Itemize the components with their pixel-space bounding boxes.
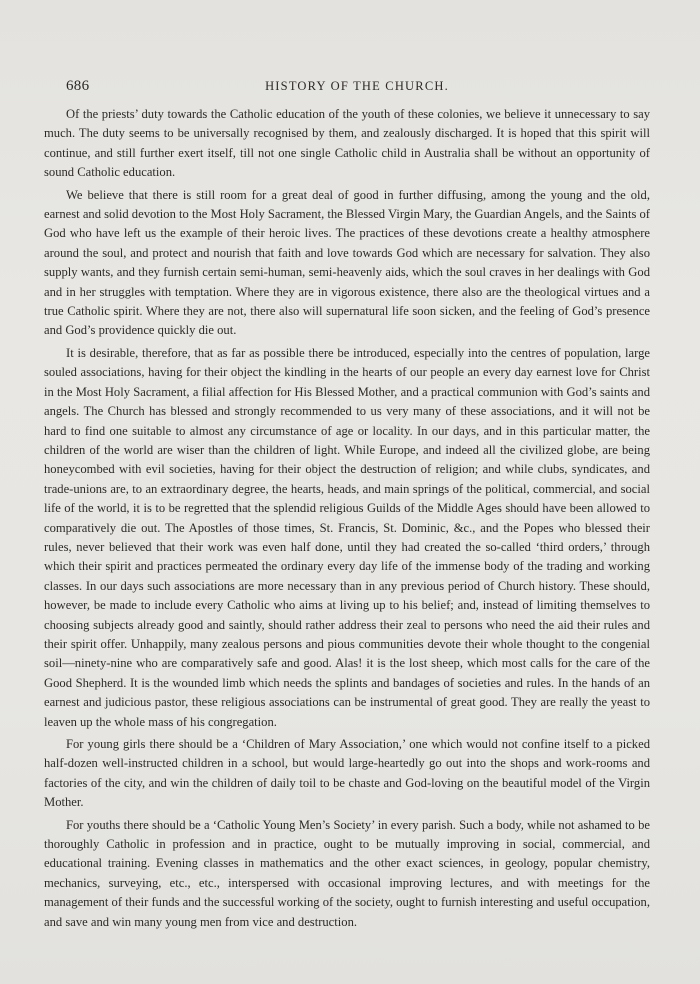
paragraph: We believe that there is still room for a great deal of good in further diffusing, among the young and the old, earnest and solid devotion to the Most Holy Sacrament, the Blessed Virgin Mary, the Guardian Angels, and the Saints of God who have left us the example of their heroic lives. The practices of these devotions create a healthy atmosphere around the soul, and protect and nourish that faith and love towards God which are necessary for salvation. They also supply wants, and they furnish certain semi-human, semi-heavenly aids, which the soul craves in her dealings with God and in her struggles with temptation. Where they are in vigorous existence, there also are the theological virtues and a true Catholic spirit. Where they are not, there also will supernatural life soon sicken, and the feeling of God’s presence and God’s providence quickly die out. <box>44 187 650 338</box>
running-head: HISTORY OF THE CHURCH. <box>265 79 449 93</box>
paragraph: It is desirable, therefore, that as far as possible there be introduced, especially into the centres of population, large souled associations, having for their object the kindling in the hearts of our people an every day earnest love for Christ in the Most Holy Sacrament, a filial affection for His Blessed Mother, and a practical communion with God’s saints and angels. The Church has blessed and strongly recommended to us very many of these associations, and it will not be hard to find one suitable to almost any circumstance of age or locality. In our days, and in this particular matter, the children of the world are wiser than the children of light. While Europe, and indeed all the civilized globe, are being honeycombed with evil societies, having for their object the destruction of religion; and while clubs, syndicates, and trade-unions are, to an extraordinary degree, the hearts, heads, and main springs of the political, commercial, and social life of the world, it is to be regretted that the splendid religious Guilds of the Middle Ages should have been allowed to comparatively die out. The Apostles of those times, St. Francis, St. Dominic, &c., and the Popes who blessed their rules, never believed that their work was even half done, until they had created the so-called ‘third orders,’ through which their spirit and practices permeated the ordinary every day life of the immense body of the trading and working classes. In our days such associations are more necessary than in any previous period of Church history. These should, however, be made to include every Catholic who aims at living up to his belief; and, instead of limiting themselves to choosing subjects already good and saintly, should rather address their zeal to persons who need the aid their rules and their spirit offer. Unhappily, many zealous persons and pious communities devote their whole thought to the congenial soil—ninety-nine who are comparatively safe and good. Alas! it is the lost sheep, which most calls for the care of the Good Shepherd. It is the wounded limb which needs the splints and bandages of societies and rules. In the hands of an earnest and judicious pastor, these religious associations can be instrumental of great good. They are really the yeast to leaven up the whole mass of his congregation. <box>44 345 650 729</box>
paragraph: For young girls there should be a ‘Children of Mary Association,’ one which would not confine itself to a picked half-dozen well-instructed children in a school, but would large-heartedly go out into the shops and work-rooms and factories of the city, and win the children of daily toil to be chaste and God-loving on the beautiful model of the Virgin Mother. <box>44 737 650 810</box>
page-number: 686 <box>66 78 90 94</box>
body-text <box>44 105 650 935</box>
paragraph: For youths there should be a ‘Catholic Young Men’s Society’ in every parish. Such a body, while not ashamed to be thoroughly Catholic in profession and in practice, ought to be mutually improving in social, commercial, and educational training. Evening classes in mathematics and the other exact sciences, in geology, popular chemistry, mechanics, surveying, etc., etc., interspersed with occasional improving lectures, and with meetings for the management of their funds and the successful working of the society, ought to furnish interesting and useful occupation, and save and win many young men from vice and destruction. <box>44 817 650 929</box>
paragraph: Of the priests’ duty towards the Catholic education of the youth of these colonies, we believe it unnecessary to say much. The duty seems to be universally recognised by them, and zealously discharged. It is hoped that this spirit will continue, and still further exert itself, till not one single Catholic child in Australia shall be without an opportunity of sound Catholic education. <box>44 107 650 180</box>
page-header <box>66 78 648 98</box>
